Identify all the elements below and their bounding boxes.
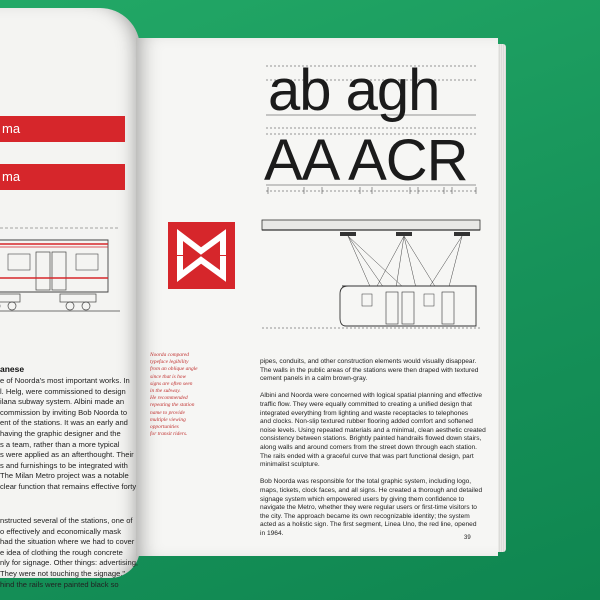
text-line: hind the rails were painted black so xyxy=(0,579,119,589)
caption-line: in the subway. xyxy=(150,388,181,395)
text-line: clear function that remains effective forty xyxy=(0,481,137,491)
left-page xyxy=(0,8,140,589)
text-line: nstructed several of the stations, one of xyxy=(0,516,133,525)
text-line: The walls in the public areas of the stations were then draped with textured xyxy=(260,366,479,374)
text-line: cement panels in a calm brown-gray. xyxy=(260,375,368,383)
text-line: They were not touching the signage." xyxy=(0,568,126,578)
banner-text-top: ma xyxy=(2,121,21,136)
text-line: e idea of clothing the rough concrete xyxy=(0,547,123,557)
text-line: The Milan Metro project was a notable xyxy=(0,471,129,481)
text-line: ent of the stations. It was an early and xyxy=(0,418,128,428)
red-banner-bottom xyxy=(0,164,125,190)
type-specimen-uppercase: AA ACR xyxy=(264,128,468,193)
text-line: e of Noorda's most important works. In xyxy=(0,376,130,385)
body-paragraph xyxy=(260,392,492,469)
text-line: having the graphic designer and the xyxy=(0,428,121,438)
text-line: ilana subway system. Albini made an xyxy=(0,397,125,407)
caption-line: name to provide xyxy=(150,409,185,416)
text-line: along walls and around corners from the street down through each station. xyxy=(260,443,477,451)
left-paragraph-1 xyxy=(0,376,137,493)
caption-line: from an oblique angle xyxy=(150,366,198,373)
body-text xyxy=(260,358,492,547)
figure-caption xyxy=(150,352,230,438)
text-line: pipes, conduits, and other construction elements would visually disappear. xyxy=(260,358,477,365)
text-line: minimalist sculpture. xyxy=(260,461,320,469)
body-paragraph xyxy=(260,358,492,384)
page-number: 39 xyxy=(464,535,471,541)
text-line: signage system which empowered users by giving them confidence to xyxy=(260,495,465,503)
text-line: s a team, rather than a more typical xyxy=(0,439,120,449)
left-heading: anese xyxy=(0,364,25,374)
text-line: commission by inviting Bob Noorda to xyxy=(0,407,128,417)
caption-line: multiple viewing xyxy=(150,416,186,423)
text-line: nly for signage. Other things: advertising, xyxy=(0,558,139,568)
text-line: l. Helg, were commissioned to design xyxy=(0,386,126,396)
text-line: traffic flow. They were equally committed to creating a unified design that xyxy=(260,400,472,408)
text-line: and clocks. Non-slip textured rubber flooring added comfort and softened xyxy=(260,418,473,426)
caption-line: opportunities xyxy=(150,424,179,431)
train-elevation-drawing xyxy=(0,218,140,323)
mm-logo-icon xyxy=(168,222,235,289)
caption-line: since that is how xyxy=(150,373,187,380)
text-line: had the situation where we had to cover xyxy=(0,537,135,547)
text-line: Albini and Noorda were concerned with logical spatial planning and effective xyxy=(260,392,483,400)
text-line: Bob Noorda was responsible for the total graphic system, including logo, xyxy=(260,478,472,486)
body-paragraph xyxy=(260,478,492,538)
text-line: consistency between stations. Brightly painted handrails flowed down stairs, xyxy=(260,435,482,443)
text-line: navigate the Metro, whether they were regular users or first-time visitors to xyxy=(260,504,477,512)
text-line: s were applied as an afterthought. Their xyxy=(0,450,134,460)
text-line: o effectively and economically mask xyxy=(0,526,121,536)
banner-text-bottom: ma xyxy=(2,169,21,184)
caption-line: repeating the station xyxy=(150,402,195,409)
text-line: s and furnishings to be integrated with xyxy=(0,460,128,470)
text-line: acted as a holistic sign. The first segment, Linea Uno, the red line, opened xyxy=(260,521,477,529)
caption-line: Noorda compared xyxy=(150,352,189,358)
left-paragraph-2 xyxy=(0,516,139,590)
caption-line: He recommended xyxy=(150,395,188,402)
text-line: the city. The approach became its own recognizable identity; the system xyxy=(260,512,470,520)
station-section-diagram xyxy=(262,214,482,334)
text-line: The rails ended with a graceful curve that was part functional design, part xyxy=(260,452,474,460)
text-line: noise levels. Using repeated materials and a minimal, clean aesthetic created xyxy=(260,426,486,434)
text-line: integrated everything from lighting and waste receptacles to telephones xyxy=(260,409,469,417)
type-specimen-lowercase: ab agh xyxy=(268,58,440,123)
text-line: in 1964. xyxy=(260,529,284,537)
caption-line: typeface legibility xyxy=(150,359,189,366)
caption-line: for transit riders. xyxy=(150,431,188,438)
red-banner-top xyxy=(0,116,125,142)
text-line: maps, tickets, clock faces, and all signs. He created a thorough and detailed xyxy=(260,486,483,494)
page-edges xyxy=(498,44,506,552)
caption-line: signs are often seen xyxy=(150,380,193,387)
